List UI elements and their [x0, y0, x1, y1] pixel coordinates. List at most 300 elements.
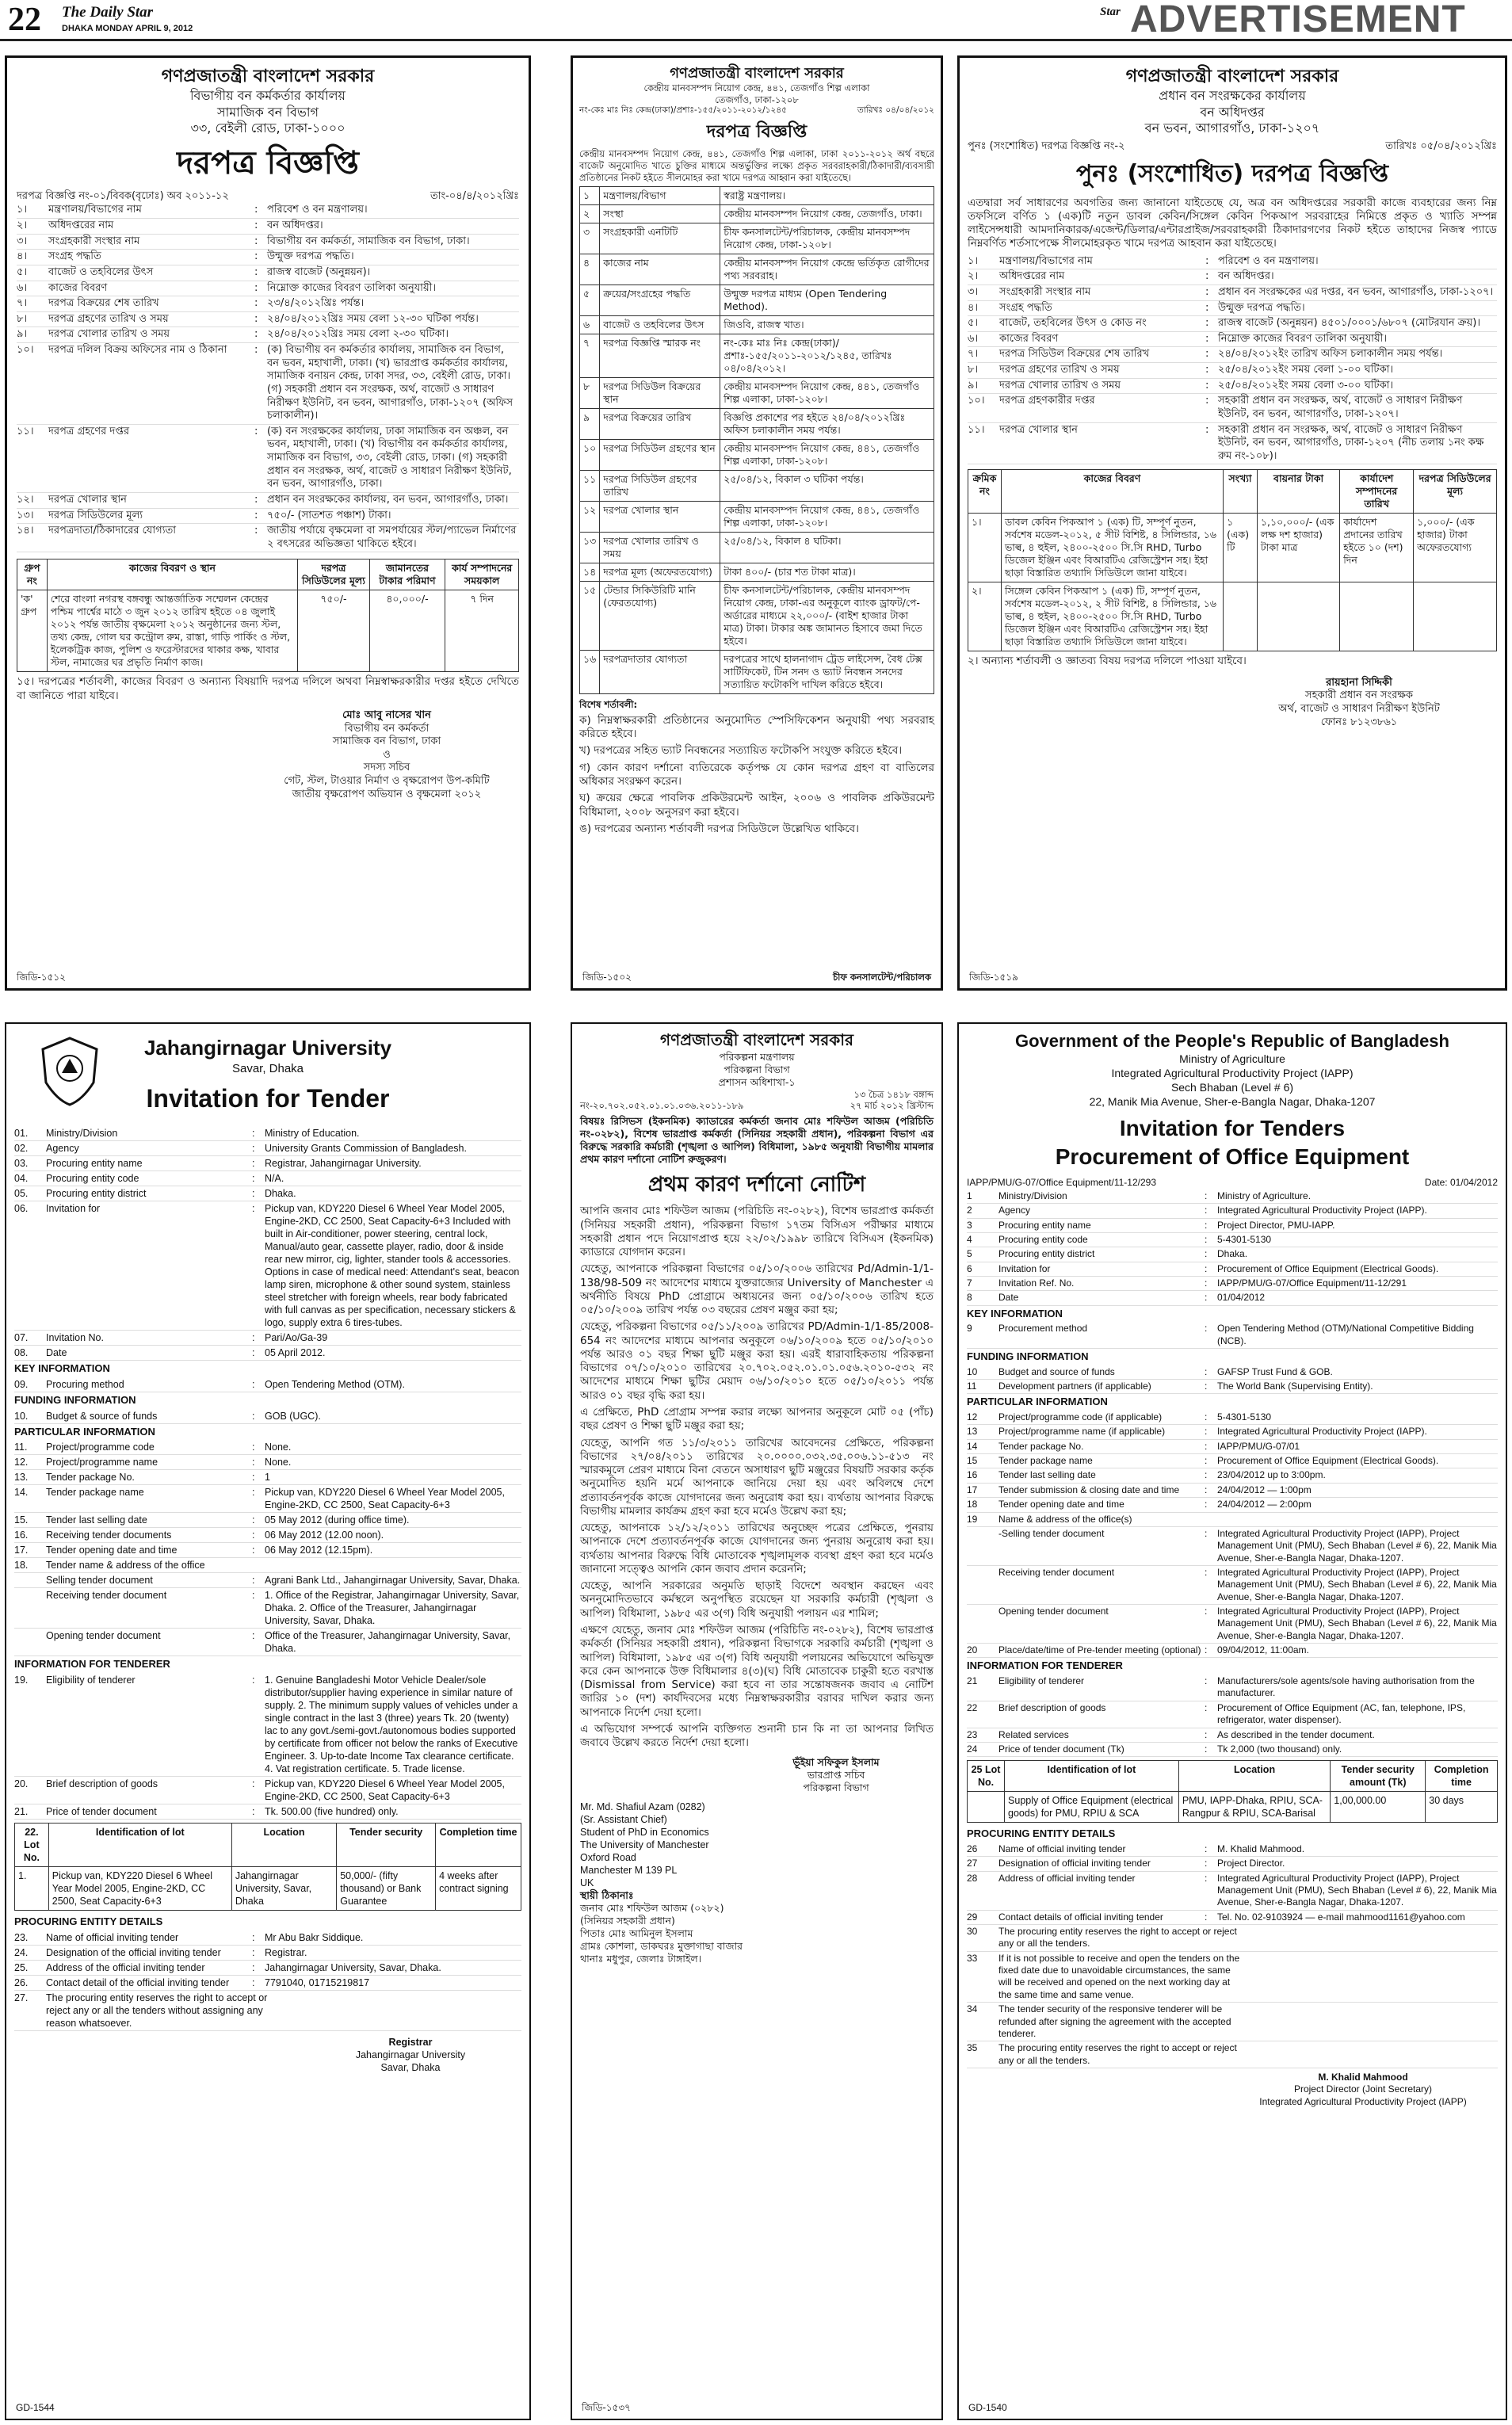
- list-item: [967, 1911, 1498, 1925]
- item-value: (ক) বিভাগীয় বন কর্মকর্তার কার্যালয়, সামাজিক বন বিভাগ, বন ভবন, মহাখালী, ঢাকা। (খ) ভারপ্রাপ্ত কর্মকর্তার কার্যালয়, সামাজিক বনায়ন কেন্দ্র, ঢাকা সদর, ৩৩, বেইলী রোড, ঢাকা। (গ) সহকারী প্রধান বন সংরক্ষক, অর্থ, বাজেট ও সাধারণ নিরীক্ষণ ইউনিট, বন ভবন, আগারগাঁও, ঢাকা-১২০৭ (অফিস চলাকালীন)।: [267, 344, 514, 422]
- separator: :: [252, 1332, 255, 1344]
- item-label: Invitation Ref. No.: [998, 1277, 1075, 1289]
- item-value: None.: [265, 1457, 292, 1468]
- list-item: [967, 1675, 1498, 1701]
- item-label: সংগ্রহ পদ্ধতি: [999, 301, 1052, 314]
- list-item: [14, 1156, 521, 1171]
- ad-subheading: কেন্দ্রীয় মানবসম্পদ নিয়োগ কেন্দ্র, ৪৪১, তেজগাঁও শিল্প এলাকা: [643, 82, 870, 94]
- section-heading: INFORMATION FOR TENDERER: [14, 1658, 170, 1671]
- item-value: 06 May 2012 (12.00 noon).: [265, 1529, 384, 1541]
- item-number: 14.: [14, 1487, 29, 1499]
- page-number: 22: [8, 2, 41, 38]
- table-cell: ১১: [580, 471, 600, 502]
- item-number: 16: [967, 1469, 978, 1481]
- item-number: 7: [967, 1277, 972, 1289]
- item-number: 11.: [14, 1442, 28, 1453]
- list-item: [967, 1566, 1498, 1605]
- permanent-address: [580, 1902, 934, 1965]
- table-row: [580, 582, 934, 651]
- item-number: 4: [967, 1233, 972, 1245]
- list-item: [967, 1233, 1498, 1247]
- item-label: অধিদপ্তরের নাম: [48, 220, 114, 231]
- item-value: 5-4301-5130: [1217, 1233, 1272, 1245]
- table-row: [580, 409, 934, 440]
- text-line: The University of Manchester: [580, 1839, 709, 1851]
- header-cell: কাজের বিবরণ ও স্থান: [47, 559, 298, 590]
- separator: :: [1205, 1365, 1208, 1377]
- list-item: [14, 1377, 521, 1392]
- separator: :: [1205, 1566, 1208, 1578]
- item-value: Integrated Agricultural Productivity Project (IAPP), Project Management Unit (PMU), Sech Bhaban (Level # 6), 22, Manik Mia Avenue, Sher-e-Bangla Nagar, Dhaka-1207.: [1217, 1527, 1497, 1564]
- table-cell: Pickup van, KDY220 Diesel 6 Wheel Year Model 2005, Engine-2KD, CC 2500, Seat Capacity-6+3: [48, 1866, 231, 1910]
- item-value: [290, 1992, 521, 2030]
- text-line: Student of PhD in Economics: [580, 1827, 709, 1839]
- item-value: 05 May 2012 (during office time).: [265, 1514, 410, 1526]
- item-value: রাজস্ব বাজেট (অনুন্নয়ন)।: [267, 265, 371, 278]
- list-item: [14, 1201, 521, 1331]
- table-cell: স্বরাষ্ট্র মন্ত্রণালয়।: [720, 187, 934, 205]
- signer-title: অর্থ, বাজেট ও সাধারণ নিরীক্ষণ ইউনিট: [1278, 702, 1440, 715]
- table-cell: 'ক' গ্রুপ: [17, 590, 48, 672]
- item-label: Ministry/Division: [46, 1128, 118, 1140]
- text-line: থানাঃ মধুপুর, জেলাঃ টাঙ্গাইল।: [580, 1953, 702, 1965]
- separator: [1242, 1926, 1254, 1950]
- table-cell: [968, 1792, 1005, 1823]
- separator: :: [1205, 332, 1209, 345]
- item-label: Contact details of official inviting tender: [998, 1911, 1163, 1923]
- section-title: ADVERTISEMENT: [1130, 0, 1466, 40]
- list-item: [967, 1190, 1498, 1204]
- separator: :: [254, 312, 258, 325]
- table-header: [15, 1823, 521, 1866]
- text-line: Manchester M 139 PL: [580, 1865, 678, 1877]
- table-cell: 1,00,000.00: [1331, 1792, 1426, 1823]
- separator: :: [1205, 270, 1209, 283]
- intro-text: এতদ্বারা সর্ব সাধারণের অবগতির জন্য জানানো যাইতেছে যে, অত্র বন অধিদপ্তরের সরকারী কাজে ব্যবহারের জন্য নিম্ন তফসিলে বর্ণিত ১ (এক)টি নতুন ডাবল কেবিন/সিঙ্গেল কেবিন পিকআপ সরবরাহের নিমিত্তে প্রকৃত ও খ্যাতি সম্পন্ন লাইসেন্সধারী আমদানিকারক/এজেন্ট/ডিলার/এন্টারপ্রাইজ/সরবরাহকারী ঠিকাদারগণের নিকট হইতে তাহাদের নিজস্ব প্যাডে নিম্নবর্ণিত শর্তসাপেক্ষে সীলমোহরকৃত খামে দরপত্র আহবান করা যাইতেছে।: [968, 196, 1497, 250]
- text-line: Oxford Road: [580, 1852, 636, 1864]
- item-number: ১৩।: [17, 509, 34, 521]
- section-heading: PARTICULAR INFORMATION: [967, 1396, 1108, 1408]
- list-item: [967, 1440, 1498, 1454]
- table-row: [17, 590, 519, 672]
- item-label: The tender security of the responsive tenderer will be refunded after signing the agreement with the accepted tenderer.: [998, 2003, 1231, 2039]
- text-line: (Sr. Assistant Chief): [580, 1814, 667, 1826]
- item-number: ৫।: [968, 317, 979, 330]
- ref-number: নং-কেঃ মাঃ নিঃ কেন্দ্র(ঢাকা)/প্রশাঃ-১৫৫/২০১১-২০১২/১২৪৫: [579, 105, 787, 116]
- item-number: 22: [967, 1701, 978, 1713]
- list-item: [14, 1455, 521, 1470]
- item-number: 03.: [14, 1158, 29, 1170]
- list-item: [968, 269, 1497, 285]
- item-value: Dhaka.: [1217, 1248, 1248, 1260]
- ref-date: ২৭ মার্চ ২০১২ খ্রিস্টাব্দ: [850, 1100, 934, 1112]
- item-number: ৪।: [17, 250, 28, 263]
- ref-number: IAPP/PMU/G-07/Office Equipment/11-12/293: [967, 1177, 1157, 1189]
- item-number: 27: [967, 1858, 978, 1869]
- list-item: [967, 1204, 1498, 1218]
- header-cell: কাজের বিবরণ: [1001, 470, 1223, 514]
- item-label: Opening tender document: [998, 1606, 1109, 1617]
- signer-title: ও: [383, 748, 391, 761]
- signer-title: Jahangirnagar University: [355, 2049, 466, 2060]
- item-value: ২৫/০৪/২০১২ইং সময় বেলা ১-০০ ঘটিকা।: [1218, 364, 1394, 376]
- table-header: [17, 559, 519, 590]
- item-number: 26: [967, 1843, 978, 1854]
- star-logo: Star: [1100, 6, 1121, 18]
- item-label: Address of the official inviting tender: [46, 1961, 205, 1973]
- separator: :: [252, 1630, 255, 1642]
- table-cell: ১৩: [580, 533, 600, 563]
- item-value: Registrar.: [265, 1946, 307, 1958]
- table-row: [580, 563, 934, 582]
- item-label: Tender last selling date: [46, 1514, 147, 1526]
- table-row: [580, 205, 934, 223]
- info-list: [14, 1930, 521, 2031]
- separator: :: [252, 1158, 255, 1170]
- item-label: Invitation for: [998, 1262, 1051, 1274]
- item-value: 06 May 2012 (12.15pm).: [265, 1545, 373, 1556]
- list-item: [968, 254, 1497, 270]
- item-value: IAPP/PMU/G-07/Office Equipment/11-12/291: [1217, 1277, 1407, 1289]
- item-number: ৫।: [17, 265, 28, 278]
- item-label: Procuring entity code: [998, 1233, 1088, 1245]
- ad-subheading: ৩৩, বেইলী রোড, ঢাকা-১০০০: [190, 120, 346, 136]
- item-value: জাতীয় পর্যায়ে বৃক্ষমেলা বা সমপর্যায়ের স্টল/প্যাভেল নির্মাণের ২ বৎসরের অভিজ্ঞতা থাকিতে হইবে।: [267, 525, 517, 550]
- list-item: [967, 1952, 1498, 2003]
- separator: :: [1205, 1205, 1208, 1216]
- item-number: 20.: [14, 1778, 29, 1789]
- list-item: [14, 1331, 521, 1346]
- info-list: [967, 1190, 1498, 1306]
- dateline: DHAKA MONDAY APRIL 9, 2012: [62, 24, 193, 33]
- item-label: Procuring entity code: [46, 1173, 139, 1185]
- item-label: Tender name & address of the office: [46, 1560, 205, 1571]
- ad-show-cause-notice: [571, 1022, 943, 2420]
- table-cell: ৩: [580, 223, 600, 254]
- list-item: [17, 281, 519, 297]
- item-value: [1254, 1953, 1498, 2001]
- item-label: Price of tender document (Tk): [998, 1743, 1124, 1755]
- table-cell: ৭ দিন: [445, 590, 519, 672]
- list-item: [967, 1365, 1498, 1380]
- item-value: বন অধিদপ্তর।: [267, 220, 323, 231]
- item-number: ৯।: [17, 328, 28, 341]
- ad-subheading: Sech Bhaban (Level # 6): [1170, 1080, 1294, 1094]
- masthead: [0, 0, 1512, 41]
- table-cell: ৪০,০০০/-: [369, 590, 445, 672]
- header-cell: গ্রুপ নং: [17, 559, 48, 590]
- item-label: Invitation No.: [46, 1332, 104, 1344]
- separator: :: [254, 493, 258, 506]
- item-number: [14, 1574, 46, 1587]
- item-label: Price of tender document: [46, 1805, 157, 1817]
- table-cell: ১২: [580, 502, 600, 533]
- item-label: The procuring entity reserves the right to accept or reject any or all the tenders without assigning any reason whatsoever.: [46, 1992, 268, 2029]
- header-cell: Tender security amount (Tk): [1331, 1761, 1426, 1792]
- item-label: সংগ্রহ পদ্ধতি: [48, 250, 101, 263]
- table-cell: ৭: [580, 334, 600, 378]
- separator: :: [252, 1379, 255, 1391]
- table-cell: দরপত্র বিজ্ঞপ্তি স্মারক নং: [600, 334, 720, 378]
- item-number: 05.: [14, 1188, 29, 1200]
- item-number: ১৪।: [17, 525, 34, 537]
- table-cell: সংগ্রহকারী এনটিটি: [600, 223, 720, 254]
- separator: :: [254, 220, 258, 231]
- signer-name: রায়হানা সিদ্দিকী: [1326, 676, 1392, 689]
- separator: :: [252, 1674, 255, 1686]
- list-item: [967, 1411, 1498, 1425]
- signature-block: [254, 709, 519, 801]
- table-cell: ১৪: [580, 563, 600, 582]
- table-cell: ২: [580, 205, 600, 223]
- item-value: উন্মুক্ত দরপত্র পদ্ধতি।: [267, 250, 354, 263]
- list-item: [14, 1930, 521, 1946]
- table-cell: ১০: [580, 440, 600, 471]
- list-item: [967, 1857, 1498, 1871]
- list-item: [967, 1743, 1498, 1757]
- separator: :: [1205, 379, 1209, 391]
- item-number: ১২।: [17, 493, 34, 506]
- item-number: ১১।: [17, 425, 34, 437]
- table-cell: ১।: [968, 514, 1002, 582]
- item-value: Procurement of Office Equipment (Electrical Goods).: [1217, 1455, 1439, 1467]
- ad-subheading: প্রধান বন সংরক্ষকের কার্যালয়: [1159, 88, 1306, 104]
- header-cell: দরপত্র সিডিউলের মূল্য: [298, 559, 369, 590]
- list-item: [968, 423, 1497, 465]
- ref-date: তাং-০৪/৪/২০১২খ্রিঃ: [430, 189, 519, 202]
- ad-iapp-tender: [957, 1022, 1507, 2420]
- list-item: [968, 363, 1497, 379]
- item-value: 1. Office of the Registrar, Jahangirnagar University, Savar, Dhaka. 2. Office of the Treasurer, Jahangirnagar University, Savar, Dhaka.: [265, 1590, 520, 1627]
- table-cell: দরপত্রদাতার যোগ্যতা: [600, 651, 720, 694]
- item-label: সংগ্রহকারী সংস্থার নাম: [999, 285, 1091, 298]
- separator: :: [1205, 364, 1209, 376]
- list-item: [967, 1247, 1498, 1262]
- table-cell: দরপত্রের সাথে হালনাগাদ ট্রেড লাইসেন্স, বৈধ টেক্স সার্টিফিকেট, টিন সনদ ও ভ্যাট নিবন্ধন সনদের সত্যায়িত ফটোকপি দাখিল করিতে হইবে।: [720, 651, 934, 694]
- address-label: স্থায়ী ঠিকানাঃ: [580, 1889, 634, 1902]
- ad-subheading: তেজগাঁও, ঢাকা-১২০৮: [715, 94, 799, 105]
- list-item: [967, 2041, 1498, 2068]
- list-item: [967, 1728, 1498, 1743]
- signer-title: সামাজিক বন বিভাগ, ঢাকা: [332, 735, 441, 748]
- separator: :: [1205, 1469, 1208, 1481]
- item-number: ৭।: [17, 297, 28, 310]
- item-value: [1254, 2003, 1498, 2040]
- vehicle-table: [968, 469, 1497, 651]
- ad-subheading: বন ভবন, আগারগাঁও, ঢাকা-১২০৭: [1144, 120, 1320, 136]
- table-cell: টেন্ডার সিকিউরিটি মানি (ফেরতযোগ্য): [600, 582, 720, 651]
- item-label: Invitation for: [46, 1203, 101, 1215]
- separator: :: [254, 297, 258, 310]
- list-item: [17, 265, 519, 281]
- separator: :: [1205, 1675, 1208, 1687]
- table-cell: ৫: [580, 285, 600, 316]
- item-label: অধিদপ্তরের নাম: [999, 270, 1065, 283]
- item-value: 24/04/2012 — 2:00pm: [1217, 1499, 1312, 1510]
- subject-line: বিষয়ঃ রিসিভস (ইকনমিক) ক্যাডারের কর্মকর্তা জনাব মোঃ শফিউল আজম (পরিচিতি নং-০২৮২), বিশেষ ভারপ্রাপ্ত কর্মকর্তা (সিনিয়র সহকারী প্রধান), পরিকল্পনা বিভাগ এর বিরুদ্ধে সরকারি কর্মচারী (শৃঙ্খলা ও আপিল) বিধিমালা, ১৯৮৫ অনুযায়ী বিভাগীয় মামলার প্রথম কারণ দর্শানো নোটিশ রুজুকরণ।: [580, 1115, 934, 1166]
- list-item: [967, 1605, 1498, 1644]
- ad-code: জিডি-১৫০২: [582, 971, 632, 983]
- separator: [1242, 1514, 1254, 1526]
- item-value: Tk 2,000 (two thousand) only.: [1217, 1743, 1342, 1755]
- newspaper-name: The Daily Star: [62, 4, 154, 21]
- item-value: নিম্নোক্ত কাজের বিবরণ তালিকা অনুযায়ী।: [1218, 332, 1387, 345]
- item-number: 6: [967, 1262, 972, 1274]
- item-value: Open Tendering Method (OTM)/National Competitive Bidding (NCB).: [1217, 1323, 1474, 1346]
- item-number: 10.: [14, 1410, 29, 1422]
- separator: :: [254, 344, 258, 356]
- item-number: 26.: [14, 1976, 29, 1988]
- item-value: Tel. No. 02-9103924 — e-mail mahmood1161@yahoo.com: [1217, 1911, 1465, 1923]
- list-item: [968, 394, 1497, 422]
- ad-subheading: Savar, Dhaka: [231, 1062, 304, 1076]
- signer-title: পরিকল্পনা বিভাগ: [803, 1782, 869, 1794]
- list-item: [967, 1644, 1498, 1658]
- item-label: Contact detail of the official inviting tender: [46, 1976, 230, 1988]
- list-item: [967, 1513, 1498, 1527]
- item-label: If it is not possible to receive and open the tenders on the fixed date due to unavoidable circumstances, the same will be received and opened on the next working day at the same time and same venue.: [998, 1952, 1240, 2000]
- ad-subheading: বন অধিদপ্তর: [1200, 104, 1265, 120]
- item-label: মন্ত্রণালয়/বিভাগের নাম: [48, 204, 142, 216]
- text-line: যেহেতু, আপনাকে ১২/১২/২০১১ তারিখের অনুচ্ছেদ পত্রের প্রেক্ষিতে, পুনরায় আপনাকে দেশে প্রত্যাবর্তনপূর্বক কাজে যোগদানের জন্য পুনরায় অনুরোধ করা হয়। ব্যর্থতায় আপনার বিরুদ্ধে বিধি মোতাবেক শৃঙ্খলামূলক ব্যবস্থা গ্রহণ করা হবে মর্মেও জানানো সত্ত্বেও আপনি কোন জবাব প্রদান করেননি;: [580, 1522, 934, 1575]
- item-number: 33: [967, 1952, 978, 1964]
- separator: :: [254, 425, 258, 437]
- item-number: 18.: [14, 1560, 29, 1571]
- item-number: ১১।: [968, 423, 985, 436]
- table-header: [968, 1761, 1498, 1792]
- separator: :: [1205, 1843, 1208, 1854]
- separator: :: [252, 1347, 255, 1359]
- list-item: [14, 1588, 521, 1629]
- table-row: [580, 223, 934, 254]
- item-number: 17: [967, 1484, 978, 1495]
- ad-code: GD-1544: [16, 2401, 55, 2413]
- separator: :: [252, 1778, 255, 1789]
- item-label: The procuring entity reserves the right to accept or reject any or all the tenders.: [998, 2042, 1237, 2066]
- table-row: [580, 254, 934, 285]
- list-item: [968, 316, 1497, 332]
- table-header: [968, 470, 1497, 514]
- item-value: As described in the tender document.: [1217, 1728, 1375, 1740]
- ad-subheading: বিভাগীয় বন কর্মকর্তার কার্যালয়: [189, 88, 346, 104]
- footnote: ১৫। দরপত্রের শর্তাবলী, কাজের বিবরণ ও অন্যান্য বিষয়াদি দরপত্র দলিলে অথবা নিম্নস্বাক্ষরকারীর দপ্তর হইতে দেখিতে বা জানিতে পারা যাইবে।: [17, 675, 519, 702]
- item-label: দরপত্রদাতা/ঠিকাদারের যোগ্যতা: [48, 525, 176, 537]
- header-cell: জামানতের টাকার পরিমাণ: [369, 559, 445, 590]
- section-heading: PROCURING ENTITY DETAILS: [967, 1827, 1116, 1840]
- item-number: 08.: [14, 1347, 29, 1359]
- signer-title: ভারপ্রাপ্ত সচিব: [807, 1769, 865, 1782]
- item-number: 35: [967, 2042, 978, 2054]
- ref-number: নং-২০.৭০২.০৫২.০১.০১.০৩৬.২০১১-১৮৯: [580, 1100, 744, 1112]
- item-label: বাজেট, তহবিলের উৎস ও কোড নং: [999, 317, 1147, 330]
- separator: :: [1205, 1484, 1208, 1495]
- separator: :: [252, 1976, 255, 1988]
- separator: :: [1205, 1292, 1208, 1304]
- ad-title: দরপত্র বিজ্ঞপ্তি: [706, 121, 808, 142]
- section-heading: FUNDING INFORMATION: [14, 1394, 136, 1407]
- table-cell: PMU, IAPP-Dhaka, RPIU, SCA-Rangpur & RPIU, SCA-Barisal: [1178, 1792, 1330, 1823]
- text-line: ঘ) ক্রয়ের ক্ষেত্রে পাবলিক প্রকিউরমেন্ট আইন, ২০০৬ ও পাবলিক প্রকিউরমেন্ট বিধিমালা, ২০০৮ অনুসরণ করা হইবে।: [579, 792, 934, 819]
- table-cell: বিজ্ঞপ্তি প্রকাশের পর হইতে ২৪/০৪/২০১২খ্রিঃ অফিস চলাকালীন সময় পর্যন্ত।: [720, 409, 934, 440]
- info-table: [579, 186, 934, 694]
- list-item: [14, 1961, 521, 1976]
- separator: :: [1205, 1527, 1208, 1539]
- separator: [1242, 1953, 1254, 2001]
- ad-title: Invitation for Tenders: [1119, 1115, 1346, 1140]
- item-value: 01/04/2012: [1217, 1292, 1266, 1304]
- item-value: Mr Abu Bakr Siddique.: [265, 1931, 364, 1943]
- table-cell: ২।: [968, 582, 1002, 651]
- info-list: [14, 1409, 521, 1424]
- table-cell: 4 weeks after contract signing: [436, 1866, 521, 1910]
- separator: :: [1205, 1728, 1208, 1740]
- table-cell: চীফ কনসালটেন্ট/পরিচালক, কেন্দ্রীয় মানবসম্পদ নিয়োগ কেন্দ্র, ঢাকা-১২০৮।: [720, 223, 934, 254]
- separator: :: [254, 265, 258, 278]
- table-cell: [1257, 582, 1339, 651]
- header-cell: দরপত্র সিডিউলের মূল্য: [1414, 470, 1497, 514]
- item-label: Tender opening date and time: [46, 1545, 178, 1556]
- ad-code: জিডি-১৫৩৭: [582, 2401, 631, 2413]
- item-number: 21.: [14, 1805, 29, 1817]
- separator: :: [254, 509, 258, 521]
- table-cell: ডাবল কেবিন পিকআপ ১ (এক) টি, সম্পূর্ণ নুতন, সর্বশেষ মডেল-২০১২, ৫ সীট বিশিষ্ট, ৪ সিলিন্ডার, ১৬ ভাল্ব, ৪ হুইল, ২৪০০-২৫০০ সি.সি RHD, Turbo ডিজেল ইঞ্জিন এবং বিআরটিএ রেজিস্ট্রেশন সহ। ইহা ছাড়া বিস্তারিত তথ্যাদি সিডিউলে জানা যাইবে।: [1001, 514, 1223, 582]
- list-item: [967, 1484, 1498, 1498]
- item-label: Eligibility of tenderer: [998, 1675, 1085, 1687]
- separator: [277, 1559, 290, 1571]
- list-item: [17, 343, 519, 425]
- ref-date: ১৩ চৈত্র ১৪১৮ বঙ্গাব্দ: [853, 1088, 934, 1100]
- separator: :: [1205, 254, 1209, 267]
- separator: :: [252, 1442, 255, 1453]
- list-item: [17, 524, 519, 552]
- table-row: [580, 502, 934, 533]
- item-number: 21: [967, 1675, 978, 1687]
- text-line: গ্রামঃ কোশলা, ডাকঘরঃ মুক্তাগাছা বাজার: [580, 1940, 743, 1953]
- item-value: IAPP/PMU/G-07/01: [1217, 1440, 1300, 1452]
- info-list: [14, 1673, 521, 1820]
- lot-table: [14, 1823, 521, 1911]
- separator: :: [252, 1545, 255, 1556]
- item-value: ২৪/০৪/২০১২খ্রিঃ সময় বেলা ২-৩০ ঘটিকা।: [267, 328, 449, 341]
- item-value: Registrar, Jahangirnagar University.: [265, 1158, 422, 1170]
- item-number: ৮।: [968, 364, 979, 376]
- item-label: Project/programme name (if applicable): [998, 1426, 1166, 1438]
- item-number: 09.: [14, 1379, 29, 1391]
- item-label: দরপত্র খোলার স্থান: [999, 423, 1078, 436]
- separator: :: [1205, 317, 1209, 330]
- item-value: Integrated Agricultural Productivity Project (IAPP).: [1217, 1426, 1427, 1438]
- item-value: ২৪/০৪/২০১২ইং তারিখ অফিস চলাকালীন সময় পর্যন্ত।: [1218, 348, 1443, 361]
- header-cell: কার্যাদেশ সম্পাদনের তারিখ: [1340, 470, 1414, 514]
- ad-subheading: সামাজিক বন বিভাগ: [217, 104, 319, 120]
- signer-name: মোঃ আবু নাসের খান: [342, 708, 431, 721]
- table-cell: কেন্দ্রীয় মানবসম্পদ নিয়োগ কেন্দ্র, তেজগাঁও, ঢাকা।: [720, 205, 934, 223]
- item-value: ২৫/০৪/২০১২ইং সময় বেলা ৩-০০ ঘটিকা।: [1218, 379, 1394, 391]
- item-value: Procurement of Office Equipment (AC, fan, telephone, IPS, refrigerator, water dispenser).: [1217, 1701, 1466, 1726]
- item-number: 9: [967, 1323, 972, 1335]
- text-line: এ প্রেক্ষিতে, PhD প্রোগ্রাম সম্পন্ন করার লক্ষ্যে আপনার অনুকূলে মোট ০৫ (পাঁচ) বছর প্রেষণ ও শিক্ষা ছুটি মঞ্জুর করা হয়;: [580, 1406, 934, 1433]
- item-number: 23.: [14, 1931, 29, 1943]
- ad-title: প্রথম কারণ দর্শানো নোটিশ: [647, 1173, 866, 1197]
- ref-number: পুনঃ (সংশোধিত) দরপত্র বিজ্ঞপ্তি নং-২: [968, 139, 1125, 152]
- ad-title: Invitation for Tender: [146, 1084, 390, 1113]
- item-label: Brief description of goods: [46, 1778, 158, 1789]
- table-row: [580, 334, 934, 378]
- item-value: পরিবেশ ও বন মন্ত্রণালয়।: [1218, 254, 1319, 267]
- table-row: [580, 316, 934, 334]
- header-cell: ক্রমিক নং: [968, 470, 1002, 514]
- item-value: 7791040, 01715219817: [265, 1976, 370, 1988]
